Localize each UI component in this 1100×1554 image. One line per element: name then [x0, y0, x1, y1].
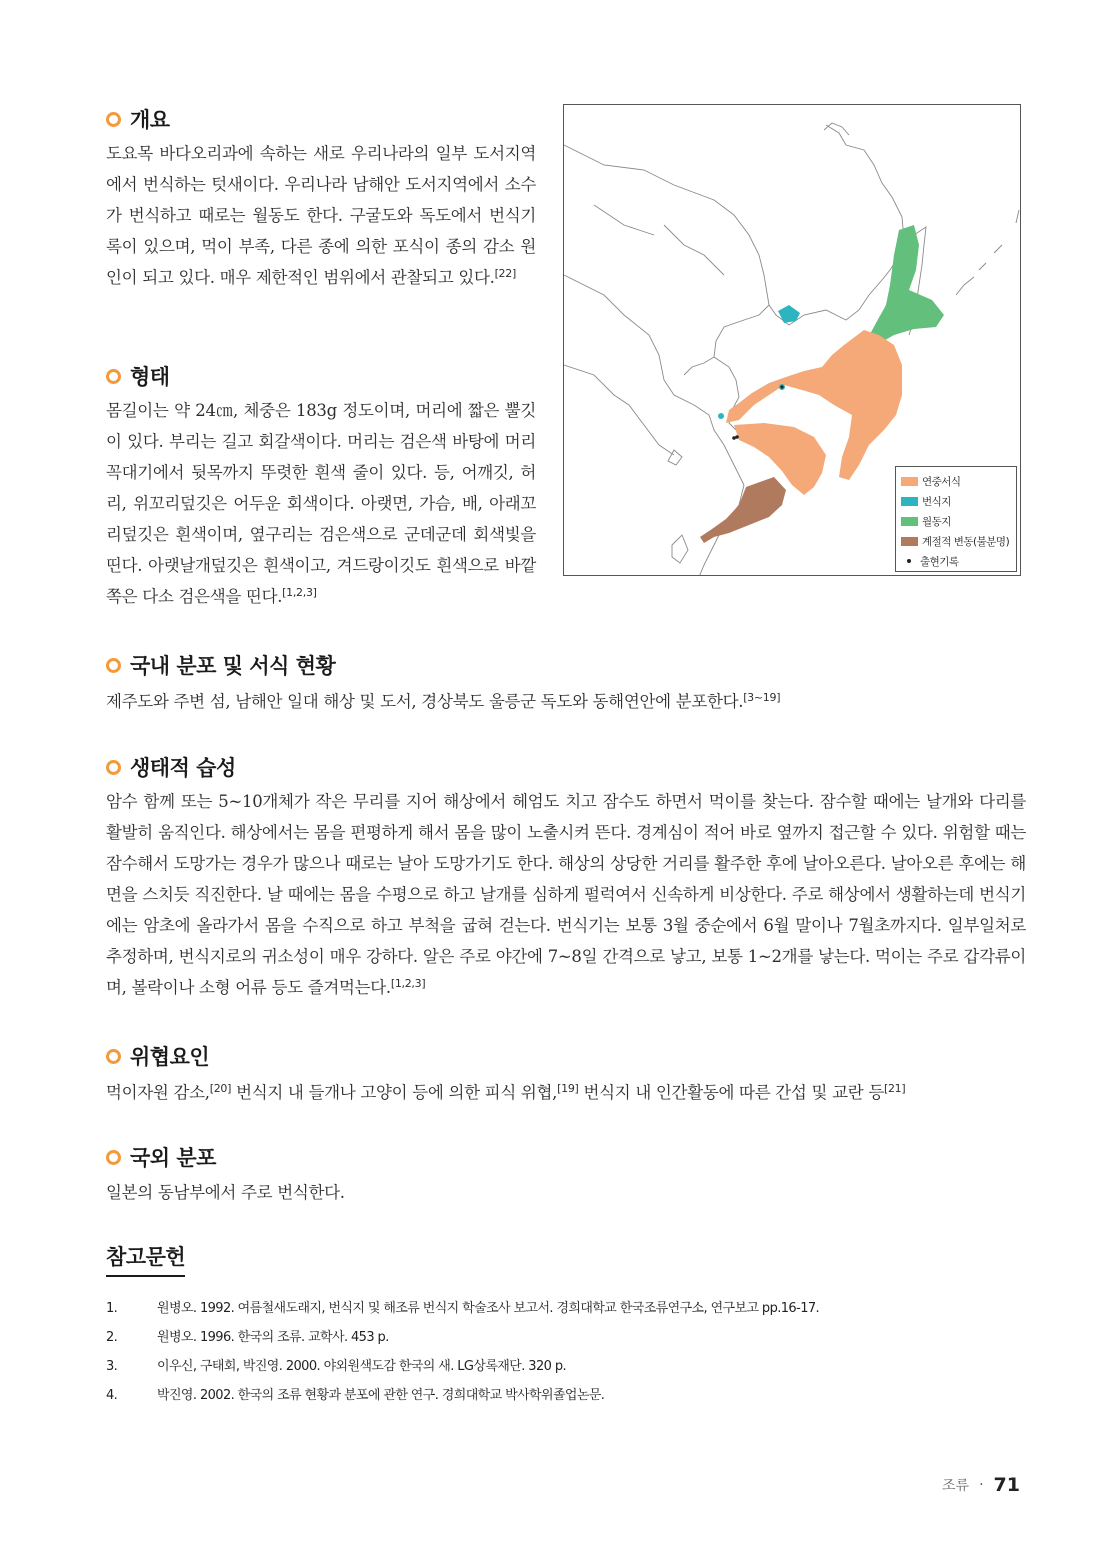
citation: [3~19] [743, 691, 781, 704]
ecology-body: 암수 함께 또는 5~10개체가 작은 무리를 지어 해상에서 헤엄도 치고 잠수도 하면서 먹이를 찾는다. 잠수할 때에는 날개와 다리를 활발히 움직인다. 해상에서는 몸을 편평하게 해서 몸을 많이 노출시켜 뜬다. 경계심이 적어 바로 옆까지 접근할 수 있다. 위험할 때는 잠수해서 도망가는 경우가 많으나 때로는 날아 도망가기도 한다. 해상의 상당한 거리를 활주한 후에 날아오른다. 날아오른 후에는 해면을 스치듯 직진한다. 날 때에는 몸을 수평으로 하고 날개를 심하게 펄럭여서 신속하게 비상한다. 주로 해상에서 생활하는데 번식기에는 암초에 올라가서 몸을 수직으로 하고 부척을 굽혀 걷는다. 번식기는 보통 3월 중순에서 6월 말이나 7월초까지다. 일부일처로 추정하며, 번식지로의 귀소성이 매우 강하다. 알은 주로 야간에 7~8일 간격으로 낳고, 보통 1~2개를 낳는다. 먹이는 주로 갑각류이며, 볼락이나 소형 어류 등도 즐겨먹는다.[1,2,3] [106, 792, 1026, 997]
heading-text: 국내 분포 및 서식 현황 [130, 654, 336, 678]
threats-heading [106, 1041, 209, 1071]
footer-separator: · [979, 1477, 984, 1493]
citation: [22] [494, 267, 516, 280]
page-number: 71 [993, 1474, 1020, 1496]
record-point [780, 385, 783, 388]
reference-item: 2. 원병오. 1996. 한국의 조류. 교학사. 453 p. [106, 1330, 389, 1345]
bullet-circle-icon [106, 1049, 121, 1064]
legend-swatch [901, 517, 918, 526]
bullet-circle-icon [106, 112, 121, 127]
footer-section: 조류 [942, 1478, 970, 1494]
domestic-distribution-body: 제주도와 주변 섬, 남해안 일대 해상 및 도서, 경상북도 울릉군 독도와 동해연안에 분포한다.[3~19] [106, 691, 781, 711]
bullet-circle-icon [106, 658, 121, 673]
domestic-distribution-heading [106, 650, 335, 680]
heading-text: 위협요인 [130, 1045, 210, 1069]
legend-swatch [901, 537, 918, 546]
legend-swatch [901, 477, 918, 486]
record-point [735, 435, 739, 439]
threats-body: 먹이자원 감소,[20] 번식지 내 들개나 고양이 등에 의한 피식 위협,[19] 번식지 내 인간활동에 따른 간섭 및 교란 등[21] [106, 1082, 906, 1102]
overview-heading [106, 104, 170, 134]
legend-item: 번식지 [901, 491, 1011, 511]
breeding-point [718, 413, 724, 419]
references-title: 참고문헌 [106, 1241, 185, 1277]
citation: [19] [557, 1082, 579, 1095]
citation: [1,2,3] [282, 586, 317, 599]
overseas-distribution-heading [106, 1142, 216, 1172]
morphology-heading [106, 361, 170, 391]
overseas-distribution-body: 일본의 동남부에서 주로 번식한다. [106, 1183, 345, 1202]
distribution-map [563, 104, 1021, 576]
map-legend [895, 466, 1017, 572]
reference-item: 1. 원병오. 1992. 여름철새도래지, 번식지 및 해조류 번식지 학술조사 보고서. 경희대학교 한국조류연구소, 연구보고 pp.16-17. [106, 1301, 820, 1316]
citation: [1,2,3] [390, 977, 426, 990]
citation: [20] [209, 1082, 232, 1095]
citation: [21] [883, 1082, 906, 1095]
legend-item: 출현기록 [901, 551, 1011, 571]
morphology-body: 몸길이는 약 24㎝, 체중은 183g 정도이며, 머리에 짧은 뿔깃이 있다. 부리는 길고 회갈색이다. 머리는 검은색 바탕에 머리꼭대기에서 뒷목까지 뚜렷한 흰색 줄이 있다. 등, 어깨깃, 허리, 위꼬리덮깃은 어두운 회색이다. 아랫면, 가슴, 배, 아래꼬리덮깃은 흰색이며, 옆구리는 검은색으로 군데군데 회색빛을 띤다. 아랫날개덮깃은 흰색이고, 겨드랑이깃도 흰색으로 바깥쪽은 다소 검은색을 띤다.[1,2,3] [106, 401, 536, 606]
legend-item: 계절적 변동(불분명) [901, 531, 1011, 551]
ecology-heading [106, 752, 236, 782]
heading-text: 개요 [130, 108, 170, 132]
reference-item: 3. 이우신, 구태회, 박진영. 2000. 야외원색도감 한국의 새. LG상록재단. 320 p. [106, 1359, 567, 1374]
legend-swatch [901, 497, 918, 506]
reference-item: 4. 박진영. 2002. 한국의 조류 현황과 분포에 관한 연구. 경희대학교 박사학위졸업논문. [106, 1388, 605, 1403]
bullet-circle-icon [106, 369, 121, 384]
page-footer [942, 1474, 1020, 1496]
heading-text: 형태 [130, 365, 170, 389]
legend-item: 연중서식 [901, 471, 1011, 491]
seasonal-area [700, 477, 786, 543]
bullet-circle-icon [106, 1150, 121, 1165]
heading-text: 국외 분포 [130, 1146, 216, 1170]
heading-text: 생태적 습성 [130, 756, 236, 780]
record-dot-icon [907, 559, 911, 563]
legend-item: 월동지 [901, 511, 1011, 531]
bullet-circle-icon [106, 760, 121, 775]
overview-body: 도요목 바다오리과에 속하는 새로 우리나라의 일부 도서지역에서 번식하는 텃새이다. 우리나라 남해안 도서지역에서 소수가 번식하고 때로는 월동도 한다. 구굴도와 독도에서 번식기록이 있으며, 먹이 부족, 다른 종에 의한 포식이 종의 감소 원인이 되고 있다. 매우 제한적인 범위에서 관찰되고 있다.[22] [106, 144, 536, 287]
